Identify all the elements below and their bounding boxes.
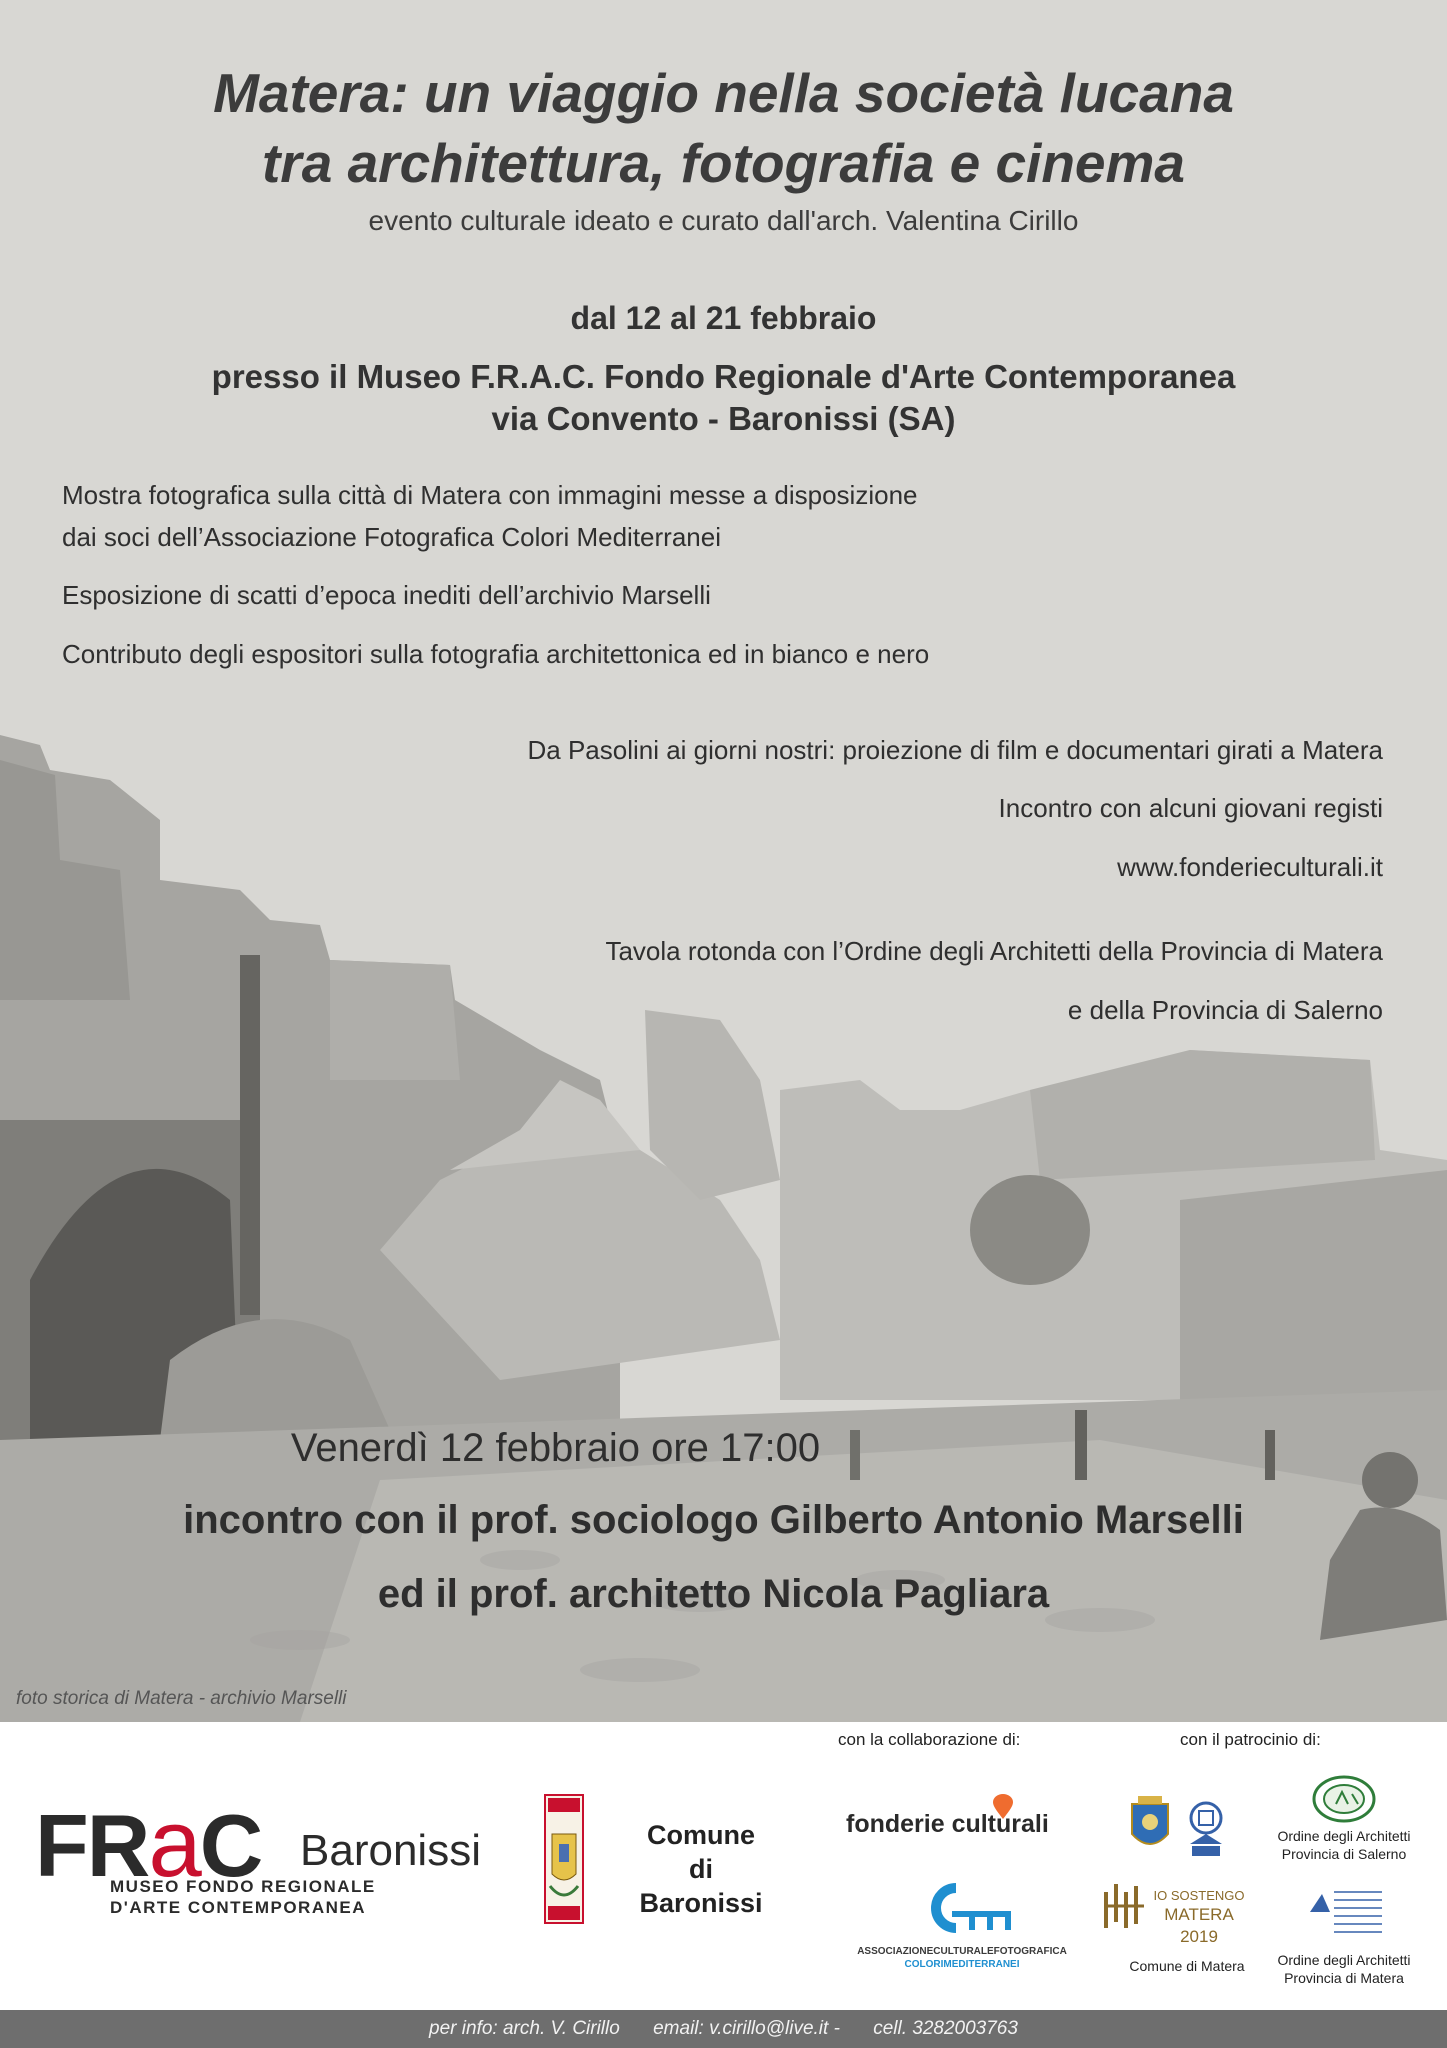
footer-contact-bar [0, 2010, 1447, 2048]
program-item: Da Pasolini ai giorni nostri: proiezione di film e documentari girati a Matera [527, 735, 1383, 765]
patronage-label: con il patrocinio di: [1180, 1730, 1321, 1749]
collaboration-label: con la collaborazione di: [838, 1730, 1021, 1749]
program-item: e della Provincia di Salerno [1067, 995, 1383, 1025]
footer-cell[interactable]: cell. 3282003763 [873, 2018, 1018, 2039]
photo-credit: foto storica di Matera - archivio Marselli [16, 1688, 347, 1709]
title-line-2: tra architettura, fotografia e cinema [261, 132, 1186, 194]
subtitle: evento culturale ideato e curato dall'arch. Valentina Cirillo [368, 205, 1079, 236]
comune-matera-label: Comune di Matera [1129, 1958, 1245, 1974]
matera-2019-icon [1102, 1882, 1148, 1932]
event-speaker-2: ed il prof. architetto Nicola Pagliara [377, 1572, 1050, 1616]
ordine-salerno-text: Ordine degli Architetti Provincia di Salerno [1277, 1828, 1411, 1862]
colori-mediterranei-icon [912, 1880, 1012, 1936]
ordine-matera-icon [1308, 1886, 1384, 1940]
event-speaker-1: incontro con il prof. sociologo Gilberto Antonio Marselli [183, 1498, 1244, 1542]
frac-subtitle: MUSEO FONDO REGIONALE D'ARTE CONTEMPORANEA [110, 1877, 376, 1918]
program-item: Incontro con alcuni giovani registi [998, 793, 1383, 823]
footer-email[interactable]: email: v.cirillo@live.it - [653, 2018, 840, 2039]
ordine-salerno-icon [1312, 1774, 1376, 1824]
matera-crest-icon [1128, 1794, 1172, 1856]
event-dates: dal 12 al 21 febbraio [570, 300, 877, 336]
frac-wordmark: FRaC [35, 1790, 262, 1897]
program-item: Mostra fotografica sulla città di Matera con immagini messe a disposizione [62, 480, 918, 510]
fonderie-culturali-logo: fonderie culturali [846, 1810, 1049, 1838]
colori-mediterranei-text: ASSOCIAZIONECULTURALEFOTOGRAFICA COLORIMEDITERRANEI [857, 1946, 1067, 1970]
website-link[interactable]: www.fonderieculturali.it [1117, 852, 1383, 882]
unesco-icon [1186, 1800, 1226, 1860]
ordine-matera-text: Ordine degli Architetti Provincia di Matera [1277, 1952, 1411, 1986]
footer-info: per info: arch. V. Cirillo [429, 2018, 620, 2039]
venue-line-2: via Convento - Baronissi (SA) [491, 400, 956, 437]
comune-baronissi-text: Comune di Baronissi [639, 1820, 763, 1919]
matera-2019-text: IO SOSTENGO MATERA 2019 [1153, 1888, 1245, 1946]
event-date-time: Venerdì 12 febbraio ore 17:00 [290, 1426, 821, 1470]
program-item: Esposizione di scatti d’epoca inediti dell’archivio Marselli [62, 580, 711, 610]
program-item: Tavola rotonda con l’Ordine degli Architetti della Provincia di Matera [605, 936, 1383, 966]
program-item: dai soci dell’Associazione Fotografica Colori Mediterranei [62, 522, 721, 552]
sponsors-band [0, 1722, 1447, 2010]
baronissi-crest-icon [544, 1794, 584, 1924]
program-item: Contributo degli espositori sulla fotografia architettonica ed in bianco e nero [62, 639, 930, 669]
frac-city: Baronissi [300, 1826, 481, 1875]
venue-line-1: presso il Museo F.R.A.C. Fondo Regionale d'Arte Contemporanea [211, 358, 1236, 395]
title-line-1: Matera: un viaggio nella società lucana [213, 62, 1234, 124]
